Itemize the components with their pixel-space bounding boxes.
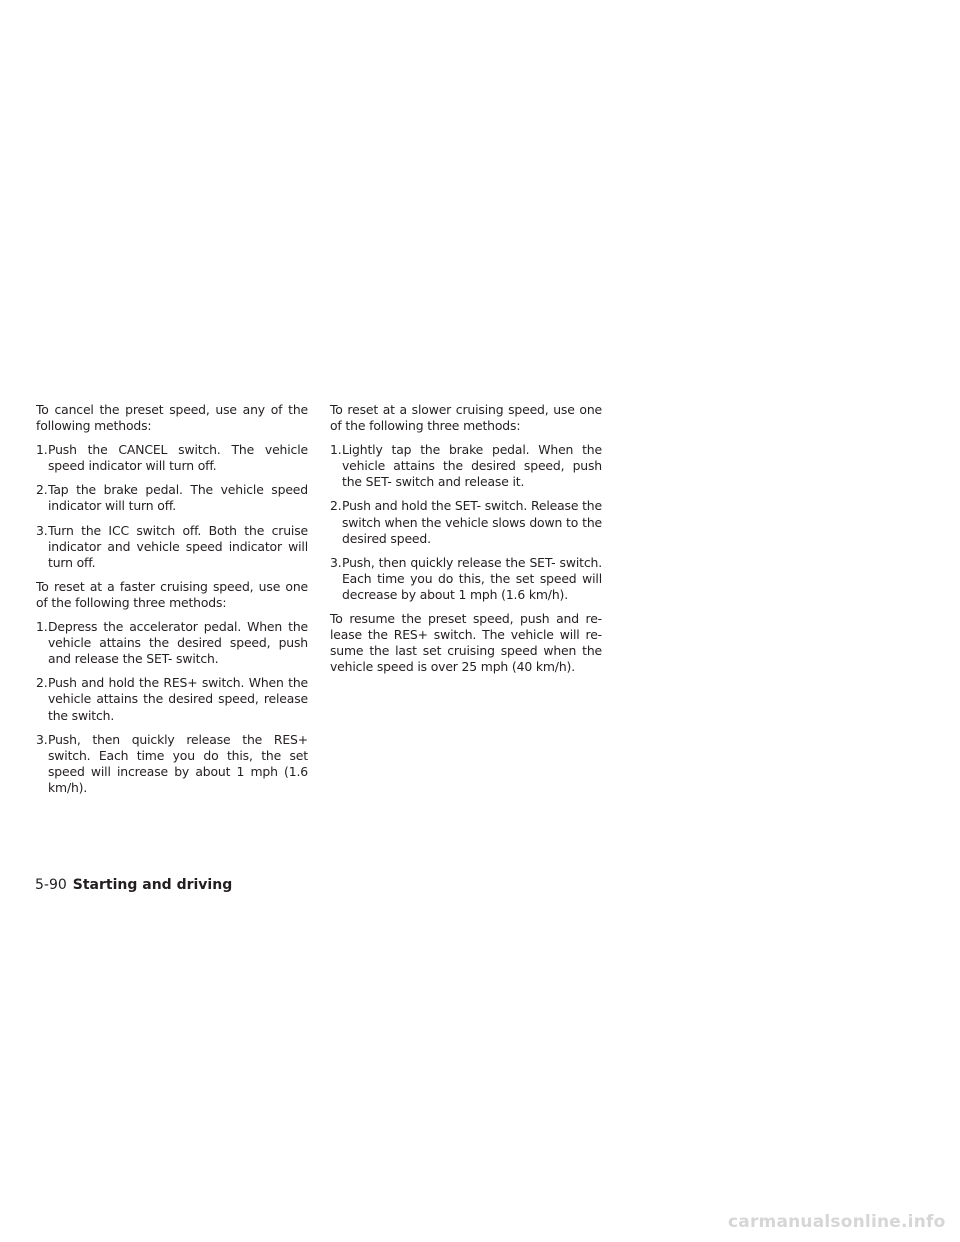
section-title: Starting and driving	[72, 877, 233, 893]
list-item	[36, 732, 308, 796]
item-text: Push and hold the SET- switch. Release the switch when the vehicle slows down to the desired speed.	[342, 498, 602, 546]
page-number: 5-90	[35, 877, 67, 893]
item-text: Turn the ICC switch off. Both the cruise indicator and vehicle speed indicator will turn off.	[48, 522, 308, 570]
item-text: Push the CANCEL switch. The vehicle speed indicator will turn off.	[48, 442, 308, 474]
faster-intro: To reset at a faster cruising speed, use one of the following three methods:	[36, 578, 308, 610]
list-item	[330, 442, 602, 490]
item-text: Push and hold the RES+ switch. When the vehicle attains the desired speed, release the switch.	[48, 675, 308, 723]
list-item	[36, 523, 308, 571]
item-text: Depress the accelerator pedal. When the vehicle attains the desired speed, push and release the SET- switch.	[48, 619, 308, 667]
item-number: 1.	[36, 442, 48, 458]
page-footer	[35, 876, 232, 894]
item-number: 1.	[36, 619, 48, 635]
cancel-intro: To cancel the preset speed, use any of the following methods:	[36, 402, 308, 434]
item-text: Push, then quickly release the RES+ switch. Each time you do this, the set speed will increase by about 1 mph (1.6 km/h).	[48, 731, 308, 795]
item-number: 2.	[36, 675, 48, 691]
item-number: 3.	[330, 554, 342, 570]
faster-methods-list	[36, 619, 308, 796]
item-text: Push, then quickly release the SET- switch. Each time you do this, the set speed will decrease by about 1 mph (1.6 km/h).	[342, 554, 602, 602]
item-text: Tap the brake pedal. The vehicle speed indicator will turn off.	[48, 482, 308, 514]
item-number: 1.	[330, 442, 342, 458]
slower-intro: To reset at a slower cruising speed, use one of the following three methods:	[330, 402, 602, 434]
list-item	[36, 442, 308, 474]
item-number: 3.	[36, 522, 48, 538]
slower-methods-list	[330, 442, 602, 603]
item-number: 2.	[36, 482, 48, 498]
right-column	[330, 402, 602, 683]
item-text: Lightly tap the brake pedal. When the vehicle attains the desired speed, push the SET- switch and release it.	[342, 442, 602, 490]
list-item	[36, 675, 308, 723]
item-number: 3.	[36, 731, 48, 747]
left-column	[36, 402, 308, 804]
list-item	[330, 498, 602, 546]
list-item	[36, 619, 308, 667]
list-item	[330, 555, 602, 603]
item-number: 2.	[330, 498, 342, 514]
list-item	[36, 482, 308, 514]
resume-paragraph: To resume the preset speed, push and re-lease the RES+ switch. The vehicle will re-sume the last set cruising speed when the vehicle speed is over 25 mph (40 km/h).	[330, 611, 602, 675]
cancel-methods-list	[36, 442, 308, 571]
watermark-text: carmanualsonline.info	[728, 1212, 946, 1232]
